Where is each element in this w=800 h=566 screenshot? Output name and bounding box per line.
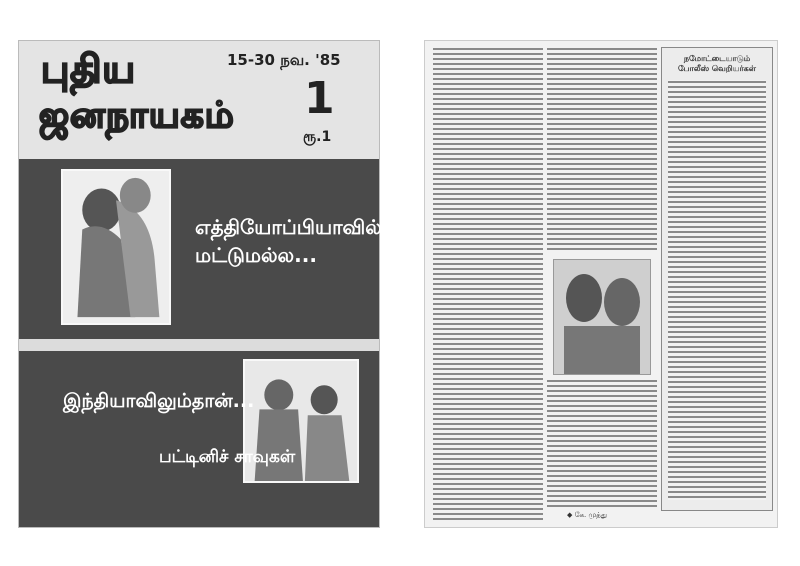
text-block [547,379,657,509]
text-block [668,80,766,500]
issue-number: 1 [304,73,335,124]
sidebar-title: நமோட்டையாடும் போலீஸ் வெறியர்கள் [678,54,756,73]
cover-headline-1: எத்தியோப்பியாவில் மட்டுமல்ல... [195,215,382,267]
article-photo [553,259,651,375]
issue-price: ரூ.1 [303,129,332,145]
cover-band-india [19,351,379,527]
author-signature: ◆ கே. முத்து [567,511,607,519]
cover-band-ethiopia [19,159,382,339]
cover-subheadline-2: பட்டினிச் சாவுகள் [159,447,296,467]
issue-date: 15-30 நவ. '85 [227,51,341,69]
cover-headline-2: இந்தியாவிலும்தான்... [63,390,255,412]
article-page [424,40,778,528]
cover-photo-ethiopia [61,169,171,325]
sidebar-box [661,47,773,511]
masthead [19,41,379,159]
text-block [433,47,543,521]
masthead-title-line1: புதிய [41,47,136,91]
magazine-cover [18,40,380,528]
masthead-title-line2: ஜனநாயகம் [39,95,235,136]
text-block [547,47,657,253]
